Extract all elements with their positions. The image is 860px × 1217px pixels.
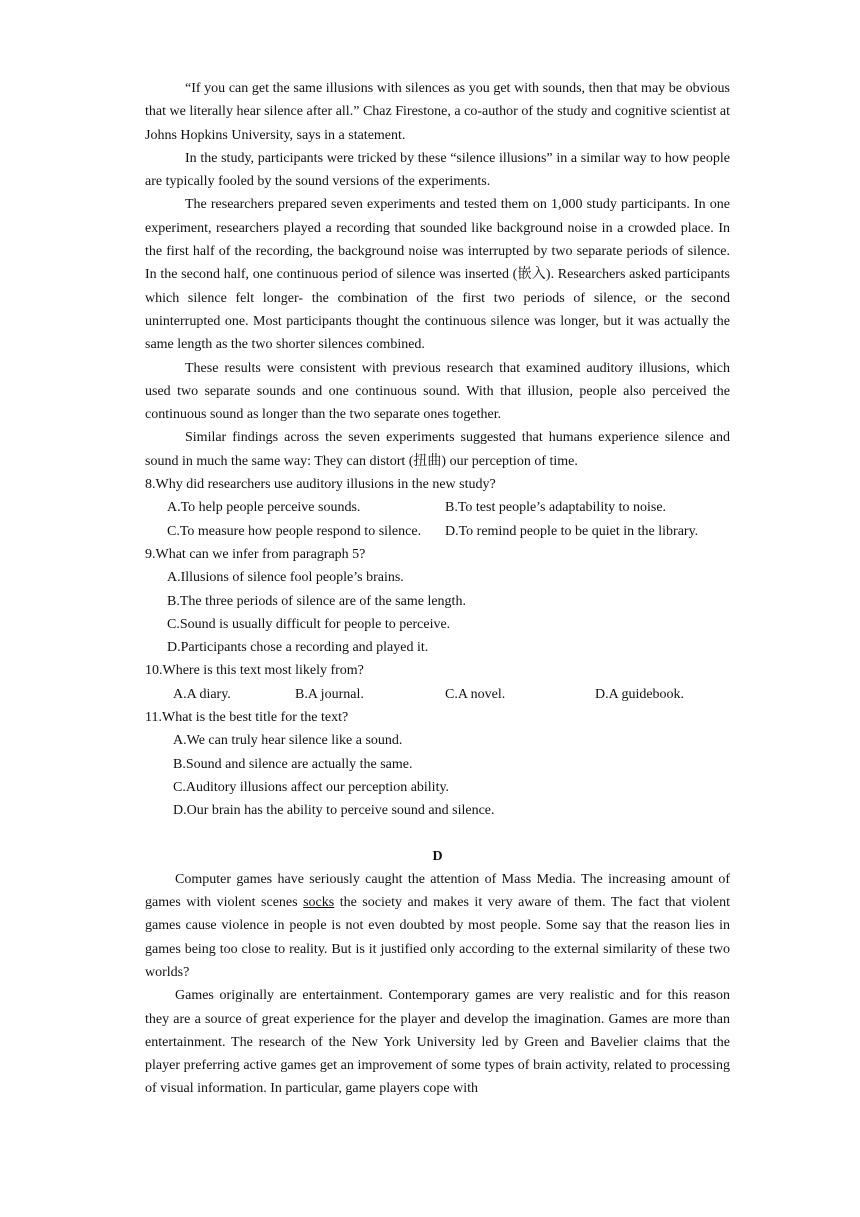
passage-c-paragraph-2: In the study, participants were tricked by these “silence illusions” in a similar way to how people are typically fooled by the sound versions of the experiments. — [145, 150, 730, 190]
question-9-option-c: C.Sound is usually difficult for people to perceive. — [167, 616, 451, 632]
section-d-paragraph-2: Games originally are entertainment. Contemporary games are very realistic and for this reason they are a source of great experience for the player and develop the imagination. Games are more than entertainment. The research of the New York University led by Green and Bavelier claims that the player preferring active games get an improvement of some types of brain activity, related to processing of visual information. In particular, game players cope with — [145, 988, 730, 1097]
section-d-title: D — [432, 848, 443, 864]
question-8-option-b: B.To test people’s adaptability to noise. — [445, 500, 667, 516]
passage-c-paragraph-3: The researchers prepared seven experiments and tested them on 1,000 study participants. In one experiment, researchers played a recording that sounded like background noise in a crowded place. In the first half of the recording, the background noise was interrupted by two separate periods of silence. In the second half, one continuous period of silence was inserted (嵌入). Researchers asked participants which silence felt longer- the combination of the first two periods of silence, or the second uninterrupted one. Most participants thought the continuous silence was longer, but it was actually the same length as the two shorter silences combined. — [145, 197, 730, 353]
question-8-option-d: D.To remind people to be quiet in the library. — [445, 523, 699, 539]
question-11-option-a: A.We can truly hear silence like a sound. — [173, 733, 403, 749]
question-10-option-b: B.A journal. — [295, 686, 364, 702]
passage-c-paragraph-4: These results were consistent with previous research that examined auditory illusions, which used two separate sounds and one continuous sound. With that illusion, people also perceived the continuous sound as longer than the two separate ones together. — [145, 360, 730, 423]
question-11-option-c: C.Auditory illusions affect our perception ability. — [173, 779, 450, 795]
underlined-word-socks: socks — [303, 895, 335, 911]
question-10-option-a: A.A diary. — [173, 686, 231, 702]
question-10-stem: 10.Where is this text most likely from? — [145, 663, 364, 679]
question-10-option-d: D.A guidebook. — [595, 686, 685, 702]
question-9-stem: 9.What can we infer from paragraph 5? — [145, 546, 366, 562]
question-11-option-d: D.Our brain has the ability to perceive sound and silence. — [173, 803, 495, 819]
question-10-options-row — [145, 683, 730, 706]
section-d-paragraph-1-text-b: the society and makes it very aware of them. The fact that violent games cause violence in people is not even doubted by most people. Some say that the reason lies in games being too close to reality. But is it justified only according to the external similarity of these two worlds? — [145, 895, 730, 980]
section-d-paragraph-1-text-a: Computer games have seriously caught the attention of Mass Media. The increasing amount of games with violent scenes — [145, 871, 730, 911]
question-8-options-row-1 — [145, 496, 730, 519]
question-8-option-c: C.To measure how people respond to silence. — [167, 523, 422, 539]
question-10-option-c: C.A novel. — [445, 686, 506, 702]
question-11-stem: 11.What is the best title for the text? — [145, 710, 349, 726]
question-9-option-b: B.The three periods of silence are of the same length. — [167, 593, 466, 609]
question-8-option-a: A.To help people perceive sounds. — [167, 500, 361, 516]
question-9-option-d: D.Participants chose a recording and played it. — [167, 640, 429, 656]
question-9-option-a: A.Illusions of silence fool people’s brains. — [167, 570, 404, 586]
document-body — [145, 77, 730, 1101]
question-8-options-row-2 — [145, 520, 730, 543]
question-8-stem: 8.Why did researchers use auditory illusions in the new study? — [145, 477, 496, 493]
passage-c-paragraph-5: Similar findings across the seven experiments suggested that humans experience silence and sound in much the same way: They can distort (扭曲) our perception of time. — [145, 430, 730, 469]
section-d-paragraph-1 — [145, 868, 730, 984]
question-11-option-b: B.Sound and silence are actually the same. — [173, 756, 413, 772]
passage-c-paragraph-1: “If you can get the same illusions with silences as you get with sounds, then that may be obvious that we literally hear silence after all.” Chaz Firestone, a co-author of the study and cognitive scientist at Johns Hopkins University, says in a statement. — [145, 81, 730, 143]
